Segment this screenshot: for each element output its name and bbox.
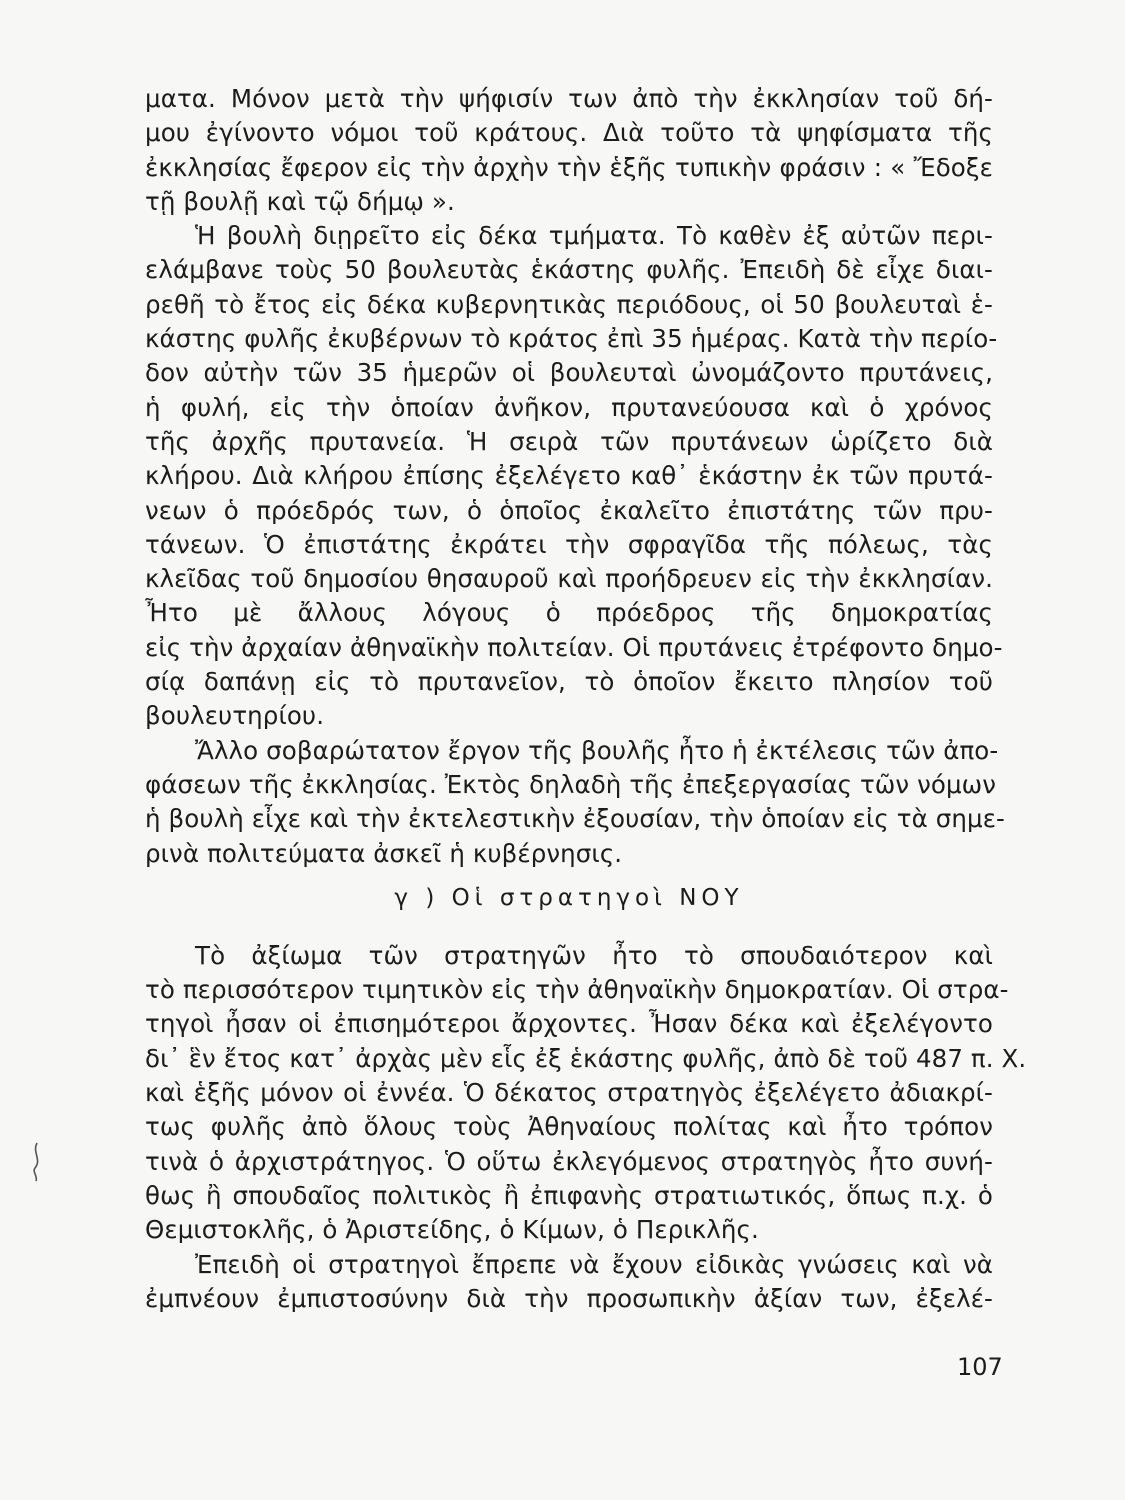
section-heading: γ ) Οἱ στρατηγοὶ ΝΟΥ [394, 884, 744, 911]
text-line: ρινὰ πολιτεύματα ἀσκεῖ ἡ κυβέρνησις. [145, 838, 623, 868]
text-line: ἡ βουλὴ εἶχε καὶ τὴν ἐκτελεστικὴν ἐξουσίαν, τὴν ὁποίαν εἰς τὰ σημε- [145, 804, 1006, 834]
page-number: 107 [957, 1353, 1003, 1381]
paragraph-2 [145, 219, 1003, 733]
text-line: ρεθῆ τὸ ἔτος εἰς δέκα κυβερνητικὰς περιόδους, οἱ 50 βουλευταὶ ἑ- [145, 289, 993, 319]
text-line: τως φυλῆς ἀπὸ ὅλους τοὺς Ἀθηναίους πολίτας καὶ ἦτο τρόπον [145, 1112, 993, 1142]
paragraph-4 [145, 939, 1027, 1248]
text-line: θως ἢ σπουδαῖος πολιτικὸς ἢ ἐπιφανὴς στρατιωτικός, ὅπως π.χ. ὁ [145, 1180, 993, 1210]
text-line: σίᾳ δαπάνῃ εἰς τὸ πρυτανεῖον, τὸ ὁποῖον ἔκειτο πλησίον τοῦ [145, 667, 993, 697]
text-line: τὸ περισσότερον τιμητικὸν εἰς τὴν ἀθηναϊκὴν δημοκρατίαν. Οἱ στρα- [145, 975, 1009, 1005]
text-line: ἐκκλησίας ἔφερον εἰς τὴν ἀρχὴν τὴν ἑξῆς τυπικὴν φράσιν : « Ἔδοξε [145, 152, 993, 182]
text-line: τῆς ἀρχῆς πρυτανεία. Ἡ σειρὰ τῶν πρυτάνεων ὡρίζετο διὰ [145, 426, 993, 456]
text-line: βουλευτηρίου. [145, 701, 325, 731]
text-line: Ἦτο μὲ ἄλλους λόγους ὁ πρόεδρος τῆς δημοκρατίας [145, 598, 993, 628]
text-line: τῇ βουλῇ καὶ τῷ δήμῳ ». [145, 186, 455, 216]
text-line: τινὰ ὁ ἀρχιστράτηγος. Ὁ οὕτω ἐκλεγόμενος στρατηγὸς ἦτο συνή- [145, 1146, 993, 1176]
text-line: Τὸ ἀξίωμα τῶν στρατηγῶν ἦτο τὸ σπουδαιότερον καὶ [195, 940, 993, 970]
text-line: ἡ φυλή, εἰς τὴν ὁποίαν ἀνῆκον, πρυτανεύουσα καὶ ὁ χρόνος [145, 392, 993, 422]
paragraph-3 [145, 734, 1006, 871]
text-line: Ἐπειδὴ οἱ στρατηγοὶ ἔπρεπε νὰ ἔχουν εἰδικὰς γνώσεις καὶ νὰ [195, 1249, 993, 1279]
text-column [145, 82, 1027, 1316]
text-line: Ἄλλο σοβαρώτατον ἔργον τῆς βουλῆς ἦτο ἡ ἐκτέλεσις τῶν ἀπο- [195, 735, 999, 765]
text-line: ἐμπνέουν ἐμπιστοσύνην διὰ τὴν προσωπικὴν ἀξίαν των, ἐξελέ- [145, 1283, 993, 1313]
text-line: Θεμιστοκλῆς, ὁ Ἀριστείδης, ὁ Κίμων, ὁ Περικλῆς. [145, 1215, 759, 1245]
text-line: μου ἐγίνοντο νόμοι τοῦ κράτους. Διὰ τοῦτο τὰ ψηφίσματα τῆς [145, 118, 993, 148]
text-line: εἰς τὴν ἀρχαίαν ἀθηναϊκὴν πολιτείαν. Οἱ πρυτάνεις ἐτρέφοντο δημο- [145, 632, 1003, 662]
text-line: νεων ὁ πρόεδρός των, ὁ ὁποῖος ἐκαλεῖτο ἐπιστάτης τῶν πρυ- [145, 495, 993, 525]
text-line: κλήρου. Διὰ κλήρου ἐπίσης ἐξελέγετο καθ᾽ ἑκάστην ἐκ τῶν πρυτά- [145, 461, 993, 491]
text-line: δον αὐτὴν τῶν 35 ἡμερῶν οἱ βουλευταὶ ὠνομάζοντο πρυτάνεις, [145, 358, 993, 388]
text-line: καὶ ἑξῆς μόνον οἱ ἐννέα. Ὁ δέκατος στρατηγὸς ἐξελέγετο ἀδιακρί- [145, 1078, 993, 1108]
paragraph-5 [145, 1248, 993, 1317]
text-line: φάσεων τῆς ἐκκλησίας. Ἐκτὸς δηλαδὴ τῆς ἐπεξεργασίας τῶν νόμων [145, 769, 997, 799]
text-line: ματα. Μόνον μετὰ τὴν ψήφισίν των ἀπὸ τὴν ἐκκλησίαν τοῦ δή- [145, 84, 993, 113]
text-line: δι᾽ ἓν ἔτος κατ᾽ ἀρχὰς μὲν εἷς ἐξ ἑκάστης φυλῆς, ἀπὸ δὲ τοῦ 487 π. Χ. [145, 1043, 1027, 1073]
paragraph-1 [145, 82, 993, 219]
pencil-mark-icon [30, 1142, 44, 1182]
text-line: ελάμβανε τοὺς 50 βουλευτὰς ἑκάστης φυλῆς. Ἐπειδὴ δὲ εἶχε διαι- [145, 255, 993, 285]
text-line: Ἡ βουλὴ διῃρεῖτο εἰς δέκα τμήματα. Τὸ καθὲν ἐξ αὐτῶν περι- [195, 221, 993, 251]
text-line: κάστης φυλῆς ἐκυβέρνων τὸ κράτος ἐπὶ 35 ἡμέρας. Κατὰ τὴν περίο- [145, 324, 998, 354]
text-line: τάνεων. Ὁ ἐπιστάτης ἐκράτει τὴν σφραγῖδα τῆς πόλεως, τὰς [145, 529, 993, 559]
text-line: κλεῖδας τοῦ δημοσίου θησαυροῦ καὶ προήδρευεν εἰς τὴν ἐκκλησίαν. [145, 564, 993, 594]
text-line: τηγοὶ ἦσαν οἱ ἐπισημότεροι ἄρχοντες. Ἦσαν δέκα καὶ ἐξελέγοντο [145, 1009, 993, 1039]
